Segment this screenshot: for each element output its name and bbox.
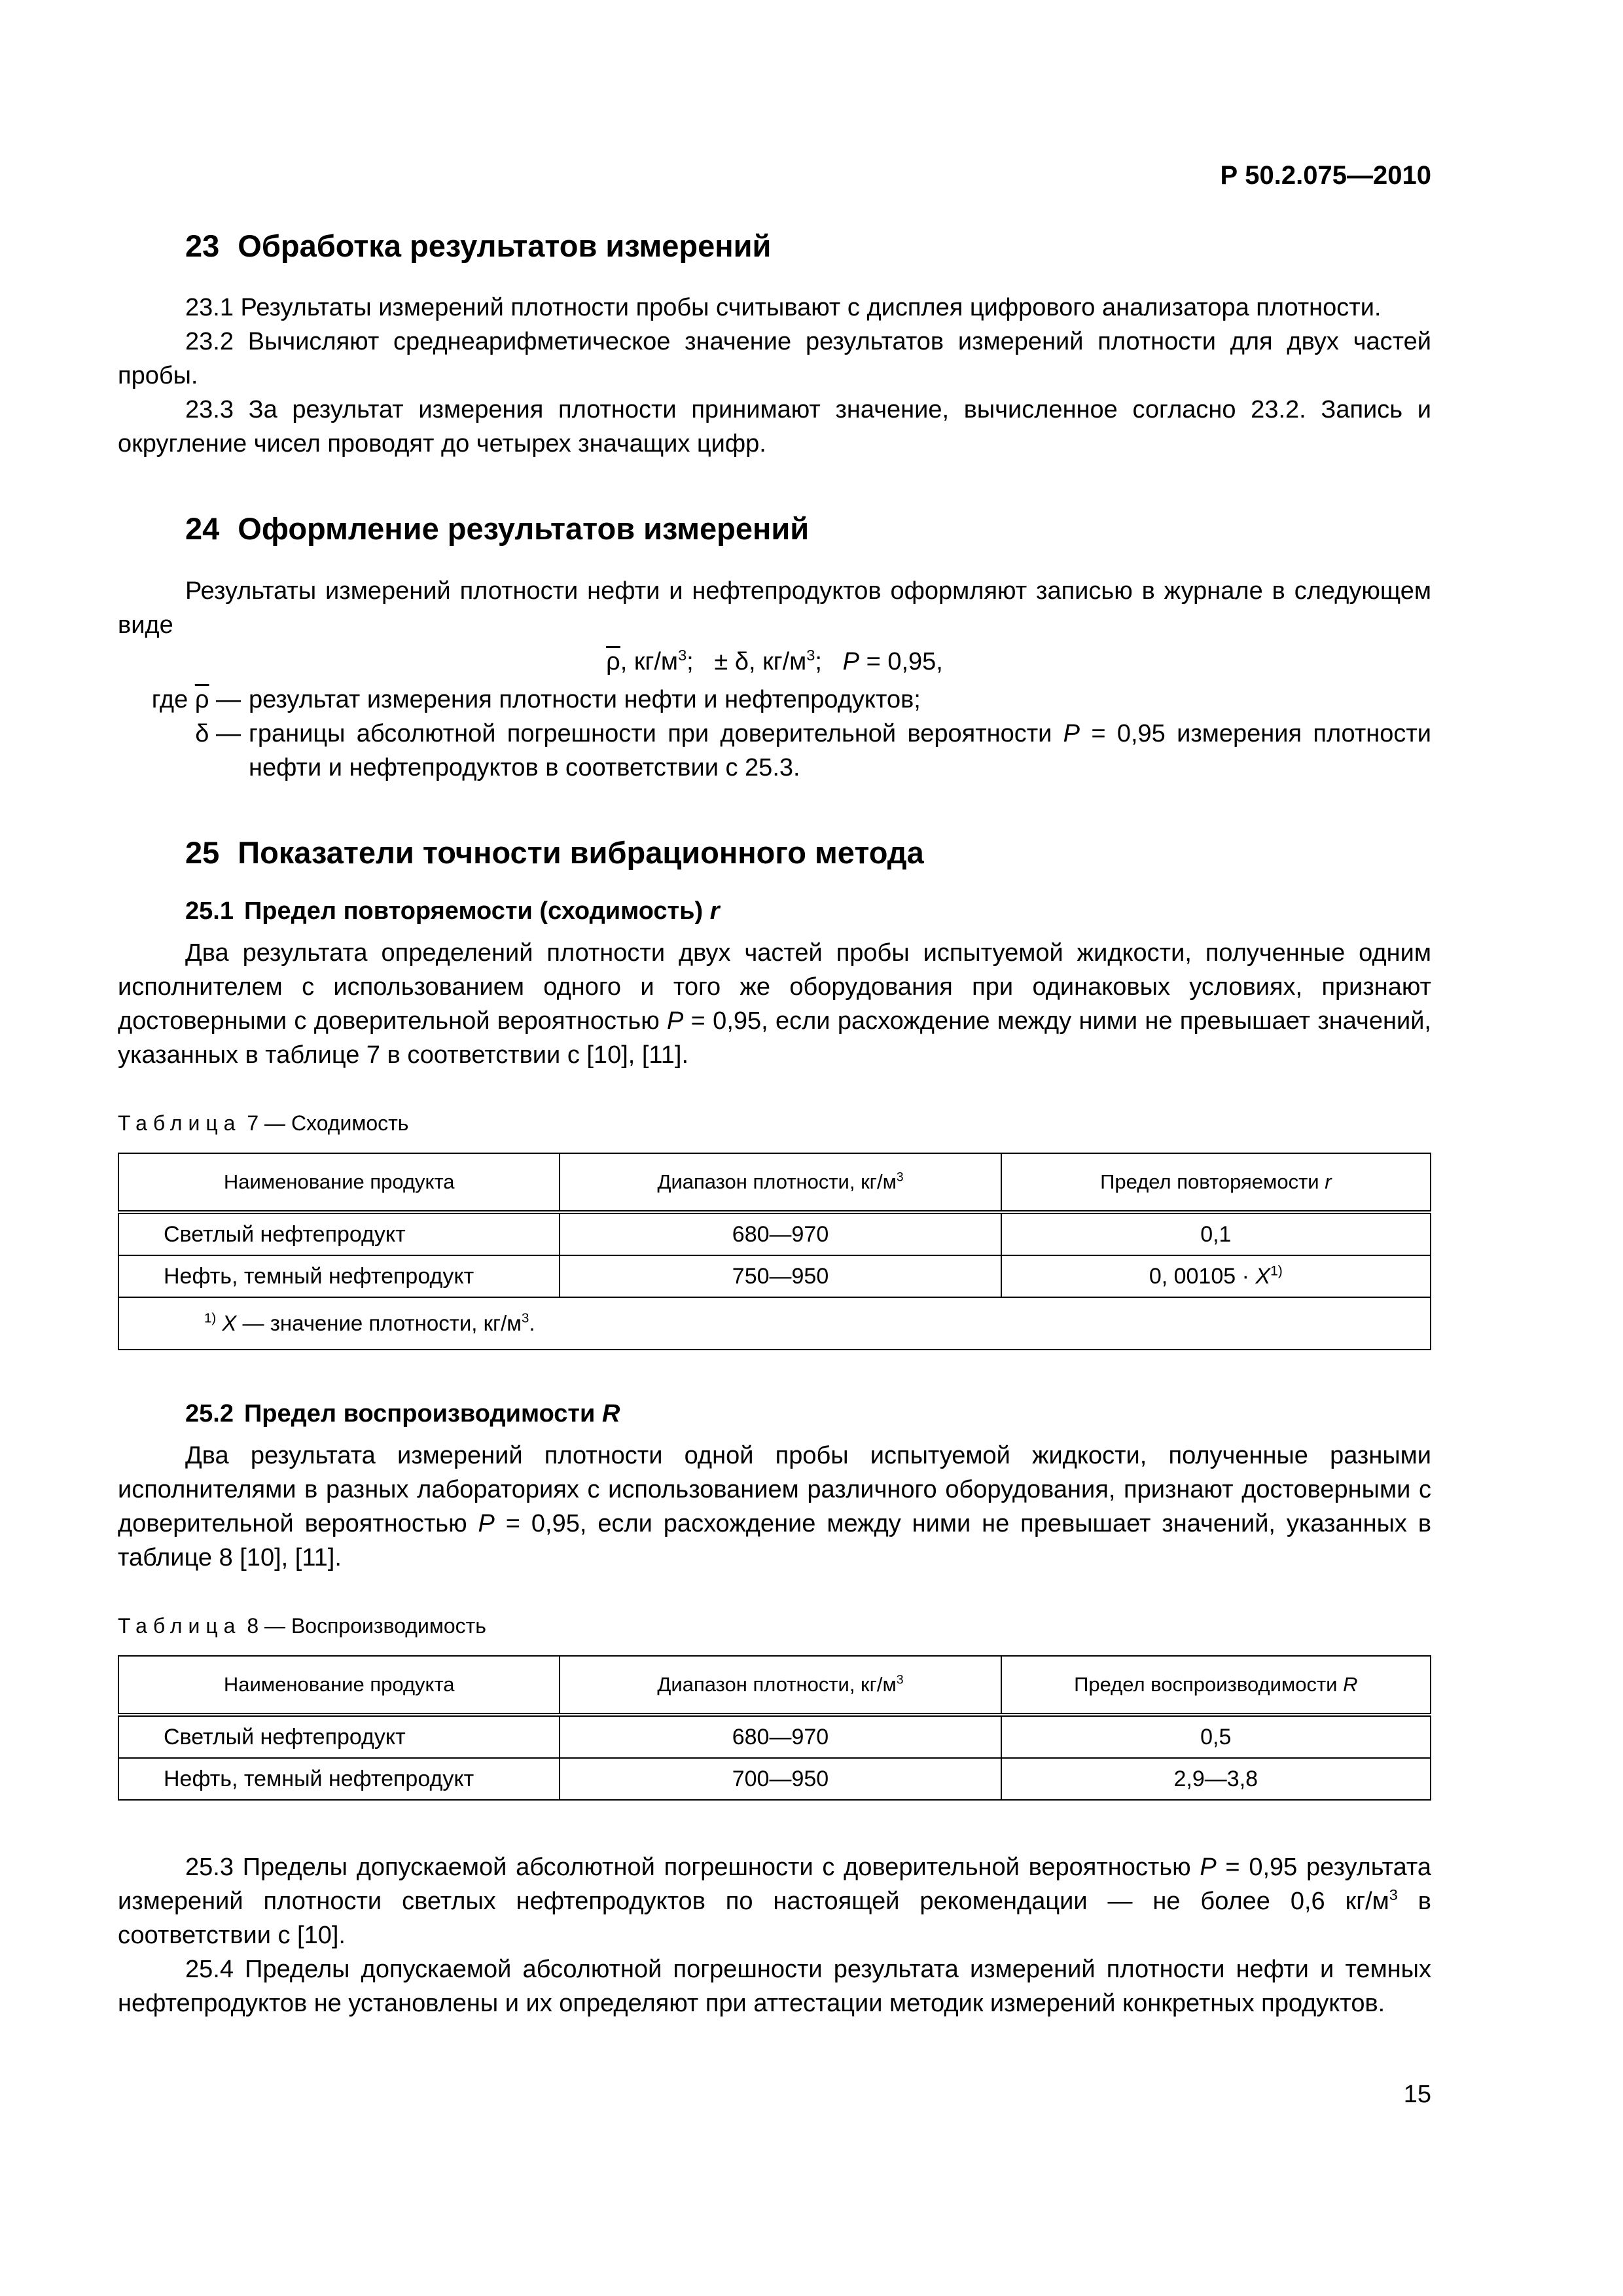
table-footnote: $^{1)}$ X — значение плотности, $кг/м^3$. (118, 1297, 1431, 1350)
subsection-25-2-heading: 25.2 Предел воспроизводимости R (185, 1400, 620, 1428)
paragraph-25-1: Два результата определений плотности двух частей пробы испытуемой жидкости, полученные одним исполнителем с использованием одного и того же оборудования при одинаковых условиях, признают достоверными с доверительной вероятностью P = 0,95, если расхождение между ними не превышает значений, указанных в таблице 7 в соответствии с [10], [11]. (118, 939, 1431, 1069)
table-cell: 680—970 (560, 1715, 1001, 1758)
page-content (118, 228, 1431, 2020)
table-cell: Нефть, темный нефтепродукт (118, 1255, 560, 1297)
table-cell: 0, $00105 \cdot X^{1)}$ (1001, 1255, 1431, 1297)
section-title: Обработка результатов измерений (238, 228, 772, 263)
table-cell: Нефть, темный нефтепродукт (118, 1758, 560, 1800)
paragraph-25-2: Два результата измерений плотности одной пробы испытуемой жидкости, полученные разными исполнителями в разных лабораториях с использованием различного оборудования, признают достоверными с доверительной вероятностью P = 0,95, если расхождение между ними не превышает значений, указанных в таблице 8 [10], [11]. (118, 1442, 1432, 1572)
table-cell: Светлый нефтепродукт (118, 1715, 560, 1758)
standard-number: Р 50.2.075—2010 (1220, 161, 1431, 190)
paragraph-23-2: 23.2 Вычисляют среднеарифметическое значение результатов измерений плотности для двух частей пробы. (118, 328, 1431, 390)
paragraph-24-intro: Результаты измерений плотности нефти и нефтепродуктов оформляют записью в журнале в следующем виде (118, 577, 1431, 639)
paragraph-25-4: 25.4 Пределы допускаемой абсолютной погрешности результата измерений плотности нефти и темных нефтепродуктов не установлены и их определяют при аттестации методик измерений конкретных продуктов. (118, 1956, 1431, 2018)
paragraph-23-1: 23.1 Результаты измерений плотности пробы считывают с дисплея цифрового анализатора плотности. (185, 294, 1382, 322)
table-cell: 0,5 (1001, 1715, 1431, 1758)
table-row (118, 1715, 1431, 1758)
table-cell: 680—970 (560, 1212, 1001, 1255)
rho-symbol: $\overline{\rho}$ (606, 647, 620, 675)
table-cell: 0,1 (1001, 1212, 1431, 1255)
table-header-row (118, 1153, 1431, 1212)
column-header: Предел повторяемости r (1001, 1153, 1431, 1212)
column-header: Диапазон плотности, $кг/м^3$ (560, 1656, 1001, 1715)
table-7 (118, 1153, 1431, 1350)
column-header: Диапазон плотности, $кг/м^3$ (560, 1153, 1001, 1212)
table-cell: Светлый нефтепродукт (118, 1212, 560, 1255)
section-25-heading (118, 834, 1431, 871)
section-24-heading (118, 511, 1431, 547)
result-formula: $\overline{\rho}$, $кг/м^3$; ± δ, $кг/м^3$; P = 0,95, (606, 646, 943, 675)
paragraph-23-3: 23.3 За результат измерения плотности принимают значение, вычисленное согласно 23.2. Запись и округление чисел проводят до четырех значащих цифр. (118, 396, 1431, 458)
table-header-row (118, 1656, 1431, 1715)
table-cell: 2,9—3,8 (1001, 1758, 1431, 1800)
table-row (118, 1255, 1431, 1297)
table-cell: 700—950 (560, 1758, 1001, 1800)
column-header: Наименование продукта (118, 1153, 560, 1212)
table-8 (118, 1655, 1431, 1801)
definition-rho: где $\overline{\rho}$ — результат измерения плотности нефти и нефтепродуктов; (151, 685, 921, 713)
definition-delta: δ — границы абсолютной погрешности при доверительной вероятности P = 0,95 измерения плотности нефти и нефтепродуктов в соответствии с 25.3. (195, 719, 1431, 781)
table-row (118, 1758, 1431, 1800)
section-23-heading (118, 228, 1431, 264)
table-footnote-row (118, 1297, 1431, 1350)
section-number: 24 (185, 511, 220, 547)
paragraph-25-3: 25.3 Пределы допускаемой абсолютной погрешности с доверительной вероятностью P = 0,95 результата измерений плотности светлых нефтепродуктов по настоящей рекомендации — не более 0,6 $кг/м^3$ в соответствии с [10]. (118, 1854, 1431, 1950)
section-title: Оформление результатов измерений (238, 511, 810, 547)
formula-definitions (118, 683, 1431, 785)
table-7-caption: Таблица 7 — Сходимость (118, 1111, 409, 1136)
column-header: Предел воспроизводимости R (1001, 1656, 1431, 1715)
section-number: 23 (185, 228, 220, 263)
section-number: 25 (185, 834, 220, 870)
column-header: Наименование продукта (118, 1656, 560, 1715)
subsection-25-1-heading: 25.1 Предел повторяемости (сходимость) r (185, 897, 720, 925)
table-cell: 750—950 (560, 1255, 1001, 1297)
delta-symbol: ± δ (714, 647, 749, 675)
page-number: 15 (1403, 2081, 1431, 2108)
table-8-caption: Таблица 8 — Воспроизводимость (118, 1614, 486, 1638)
table-row (118, 1212, 1431, 1255)
section-title: Показатели точности вибрационного метода (238, 834, 924, 870)
